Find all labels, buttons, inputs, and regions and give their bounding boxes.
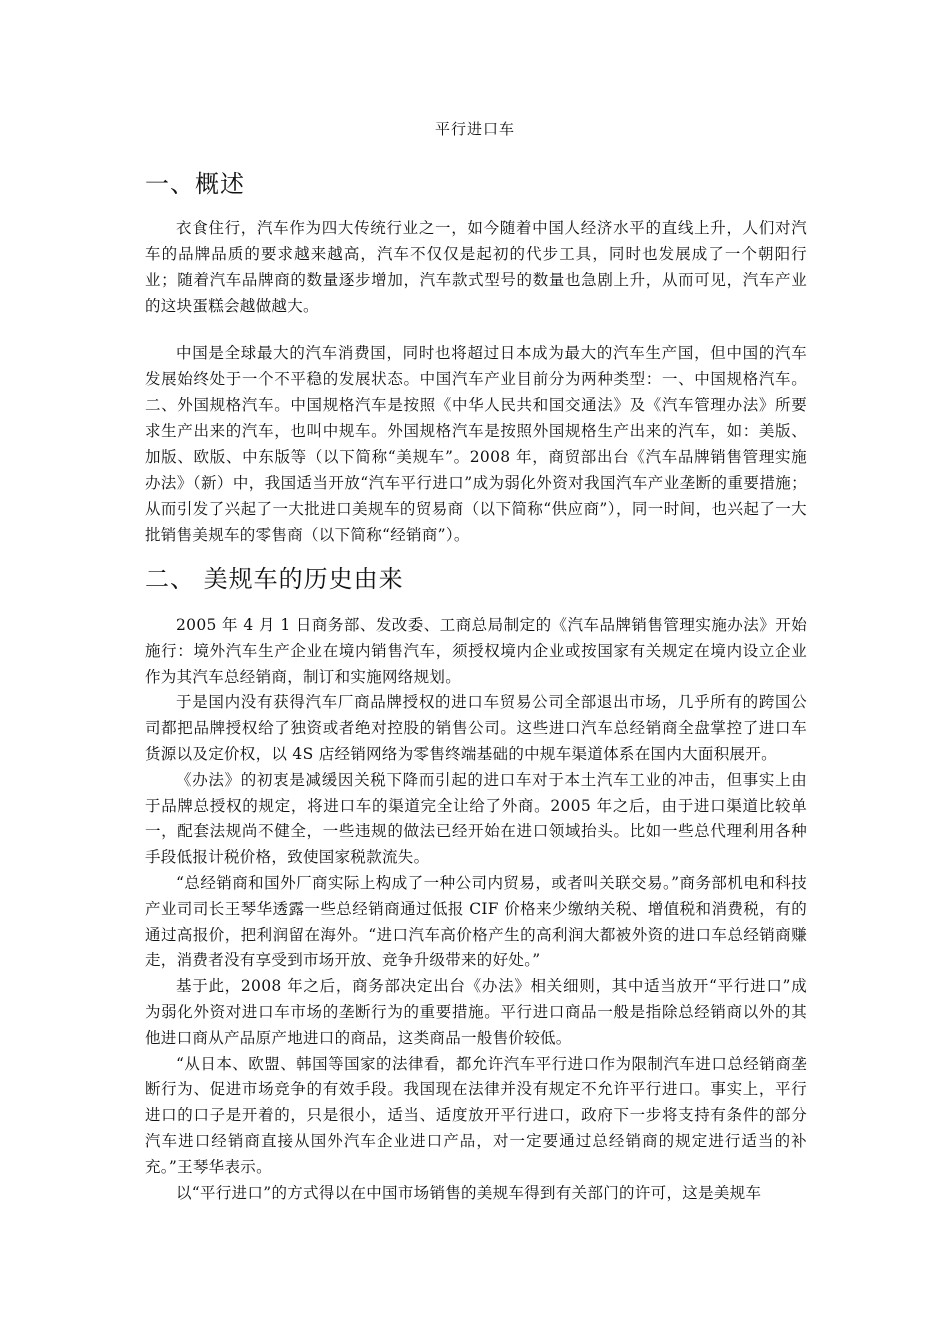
paragraph: 《办法》的初衷是减缓因关税下降而引起的进口车对于本土汽车工业的冲击，但事实上由于品牌总授权的规定，将进口车的渠道完全让给了外商。2005 年之后，由于进口渠道比较单一，配套法规尚不健全，一些违规的做法已经开始在进口领域抬头。比如一些总代理利用各种手段低报计税价格，致使国家税款流失。 bbox=[145, 770, 807, 867]
paragraph: 衣食住行，汽车作为四大传统行业之一，如今随着中国人经济水平的直线上升，人们对汽车的品牌品质的要求越来越高，汽车不仅仅是起初的代步工具，同时也发展成了一个朝阳行业；随着汽车品牌商的数量逐步增加，汽车款式型号的数量也急剧上升，从而可见，汽车产业的这块蛋糕会越做越大。 bbox=[145, 219, 807, 315]
document-title: 平行进口车 bbox=[434, 120, 515, 138]
paragraph: “从日本、欧盟、韩国等国家的法律看，都允许汽车平行进口作为限制汽车进口总经销商垄断行为、促进市场竞争的有效手段。我国现在法律并没有规定不允许平行进口。事实上，平行进口的口子是开着的，只是很小，适当、适度放开平行进口，政府下一步将支持有条件的部分汽车进口经销商直接从国外汽车企业进口产品，对一定要通过总经销商的规定进行适当的补充。”王琴华表示。 bbox=[145, 1054, 807, 1176]
paragraph: “总经销商和国外厂商实际上构成了一种公司内贸易，或者叫关联交易。”商务部机电和科技产业司司长王琴华透露一些总经销商通过低报 CIF 价格来少缴纳关税、增值税和消费税，有的通过高报价，把利润留在海外。“进口汽车高价格产生的高利润大都被外资的进口车总经销商赚走，消费者没有享受到市场开放、竞争升级带来的好处。” bbox=[145, 873, 807, 970]
paragraph: 于是国内没有获得汽车厂商品牌授权的进口车贸易公司全部退出市场，几乎所有的跨国公司都把品牌授权给了独资或者绝对控股的销售公司。这些进口汽车总经销商全盘掌控了进口车货源以及定价权，以 4S 店经销网络为零售终端基础的中规车渠道体系在国内大面积展开。 bbox=[145, 693, 807, 763]
section-heading-history: 二、 美规车的历史由来 bbox=[145, 565, 404, 593]
history-paragraph-block bbox=[145, 613, 807, 1206]
paragraph: 中国是全球最大的汽车消费国，同时也将超过日本成为最大的汽车生产国，但中国的汽车发展始终处于一个不平稳的发展状态。中国汽车产业目前分为两种类型：一、中国规格汽车。二、外国规格汽车。中国规格汽车是按照《中华人民共和国交通法》及《汽车管理办法》所要求生产出来的汽车，也叫中规车。外国规格汽车是按照外国规格生产出来的汽车，如：美版、加版、欧版、中东版等（以下简称“美规车”。2008 年，商贸部出台《汽车品牌销售管理实施办法》（新）中，我国适当开放“汽车平行进口”成为弱化外资对我国汽车产业垄断的重要措施；从而引发了兴起了一大批进口美规车的贸易商（以下简称“供应商”），同一时间，也兴起了一大批销售美规车的零售商（以下简称“经销商”）。 bbox=[145, 344, 807, 544]
paragraph: 2005 年 4 月 1 日商务部、发改委、工商总局制定的《汽车品牌销售管理实施办法》开始施行：境外汽车生产企业在境内销售汽车，须授权境内企业或按国家有关规定在境内设立企业作为其汽车总经销商，制订和实施网络规划。 bbox=[145, 616, 807, 686]
overview-paragraph-block-2 bbox=[145, 340, 807, 548]
section-heading-overview: 一、概述 bbox=[145, 170, 245, 198]
paragraph: 以“平行进口”的方式得以在中国市场销售的美规车得到有关部门的许可，这是美规车 bbox=[176, 1183, 762, 1202]
overview-paragraph-block-1 bbox=[145, 215, 807, 319]
paragraph: 基于此，2008 年之后，商务部决定出台《办法》相关细则，其中适当放开“平行进口”成为弱化外资对进口车市场的垄断行为的重要措施。平行进口商品一般是指除总经销商以外的其他进口商从产品原产地进口的商品，这类商品一般售价较低。 bbox=[145, 977, 807, 1047]
